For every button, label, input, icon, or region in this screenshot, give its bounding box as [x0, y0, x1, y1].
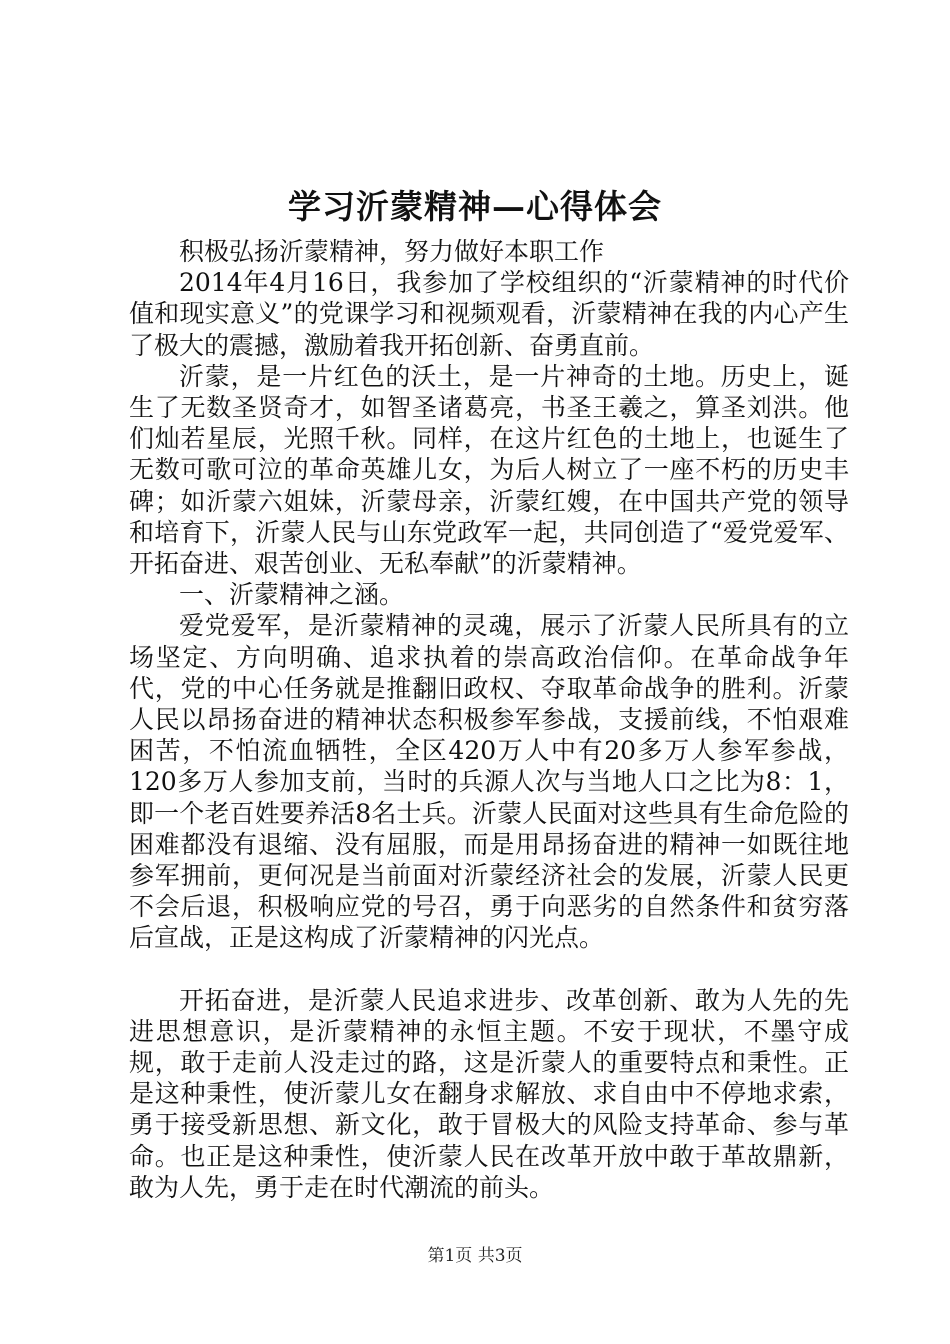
section-heading-connotation: 一、沂蒙精神之涵。: [179, 580, 405, 610]
paragraph-yimeng-history: 沂蒙，是一片红色的沃土，是一片神奇的土地。历史上，诞生了无数圣贤奇才，如智圣诸葛亮，书圣王羲之，算圣刘洪。他们灿若星辰，光照千秋。同样，在这片红色的土地上，也诞生了无数可歌可泣的革命英雄儿女，为后人树立了一座不朽的历史丰碑；如沂蒙六姐妹，沂蒙母亲，沂蒙红嫂，在中国共产党的领导和培育下，沂蒙人民与山东党政军一起，共同创造了“爱党爱军、开拓奋进、艰苦创业、无私奉献”的沂蒙精神。: [129, 361, 849, 579]
paragraph-spacer: [129, 954, 849, 985]
paragraph-pioneering: 开拓奋进，是沂蒙人民追求进步、改革创新、敢为人先的先进思想意识，是沂蒙精神的永恒主题。不安于现状，不墨守成规，敢于走前人没走过的路，这是沂蒙人的重要特点和秉性。正是这种秉性，使沂蒙儿女在翻身求解放、求自由中不停地求索，勇于接受新思想、新文化，敢于冒极大的风险支持革命、参与革命。也正是这种秉性，使沂蒙人民在改革开放中敢于革故鼎新，敢为人先，勇于走在时代潮流的前头。: [129, 985, 849, 1202]
page-footer: 第1页 共3页: [427, 1246, 523, 1266]
document-title: 学习沂蒙精神—心得体会: [288, 187, 662, 226]
paragraph-intro: 2014年4月16日，我参加了学校组织的“沂蒙精神的时代价值和现实意义”的党课学习和视频观看，沂蒙精神在我的内心产生了极大的震撼，激励着我开拓创新、奋勇直前。: [129, 268, 849, 360]
paragraph-love-party-army: 爱党爱军，是沂蒙精神的灵魂，展示了沂蒙人民所具有的立场坚定、方向明确、追求执着的崇高政治信仰。在革命战争年代，党的中心任务就是推翻旧政权、夺取革命战争的胜利。沂蒙人民以昂扬奋进的精神状态积极参军参战，支援前线，不怕艰难困苦，不怕流血牺牲，全区420万人中有20多万人参军参战，120多万人参加支前，当时的兵源人次与当地人口之比为8：1，即一个老百姓要养活8名士兵。沂蒙人民面对这些具有生命危险的困难都没有退缩、没有屈服，而是用昂扬奋进的精神一如既往地参军拥前，更何况是当前面对沂蒙经济社会的发展，沂蒙人民更不会后退，积极响应党的号召，勇于向恶劣的自然条件和贫穷落后宣战，正是这构成了沂蒙精神的闪光点。: [129, 611, 849, 953]
document-body: [129, 236, 849, 1203]
document-subtitle: 积极弘扬沂蒙精神，努力做好本职工作: [179, 237, 605, 266]
